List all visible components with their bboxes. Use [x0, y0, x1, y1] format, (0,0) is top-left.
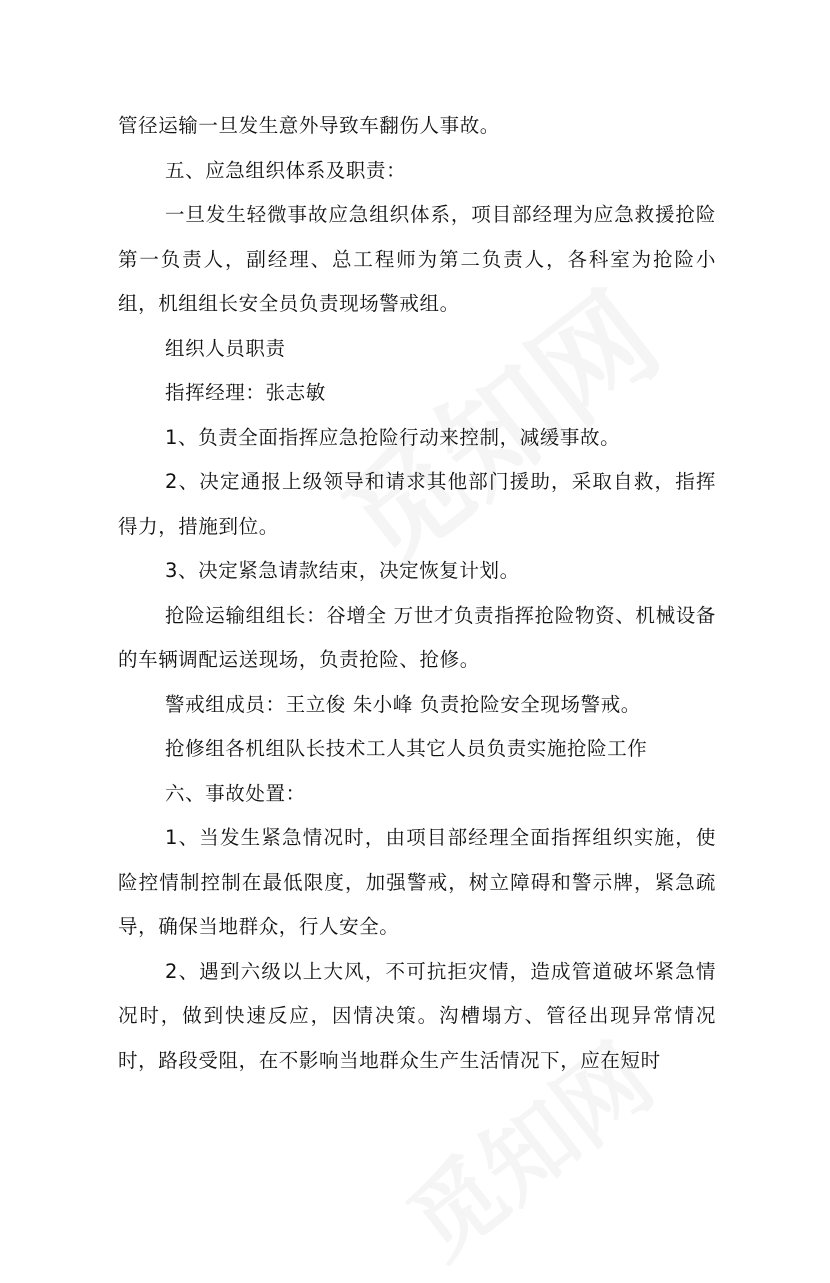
- list-item: 1、负责全面指挥应急抢险行动来控制，减缓事故。: [165, 425, 621, 449]
- section-heading: 六、事故处置：: [165, 781, 306, 805]
- paragraph: 抢修组各机组队长技术工人其它人员负责实施抢险工作: [165, 737, 648, 760]
- paragraph: 指挥经理：张志敏: [165, 381, 326, 404]
- paragraph: 管径运输一旦发生意外导致车翻伤人事故。: [118, 114, 500, 137]
- list-item: 1、当发生紧急情况时，由项目部经理全面指挥组织实施，使险控情制控制在最低限度，加强警戒，树立障碍和警示牌，紧急疏导，确保当地群众，行人安全。: [118, 826, 716, 938]
- paragraph: 抢险运输组组长：谷增全 万世才负责指挥抢险物资、机械设备的车辆调配运送现场，负责抢险、抢修。: [118, 603, 716, 671]
- list-item: 3、决定紧急请款结束，决定恢复计划。: [165, 559, 520, 582]
- paragraph: 一旦发生轻微事故应急组织体系，项目部经理为应急救援抢险第一负责人，副经理、总工程师为第二负责人，各科室为抢险小组，机组组长安全员负责现场警戒组。: [118, 203, 716, 315]
- list-item: 2、决定通报上级领导和请求其他部门援助，采取自救，指挥得力，措施到位。: [118, 470, 716, 538]
- subheading: 组织人员职责: [165, 336, 286, 360]
- paragraph: 警戒组成员：王立俊 朱小峰 负责抢险安全现场警戒。: [165, 692, 641, 716]
- list-item: 2、遇到六级以上大风，不可抗拒灾情，造成管道破坏紧急情况时，做到快速反应，因情决策。沟槽塌方、管径出现异常情况时，路段受阻，在不影响当地群众生产生活情况下，应在短时: [118, 959, 716, 1072]
- section-heading: 五、应急组织体系及职责：: [165, 158, 407, 182]
- document-body: [118, 104, 716, 1083]
